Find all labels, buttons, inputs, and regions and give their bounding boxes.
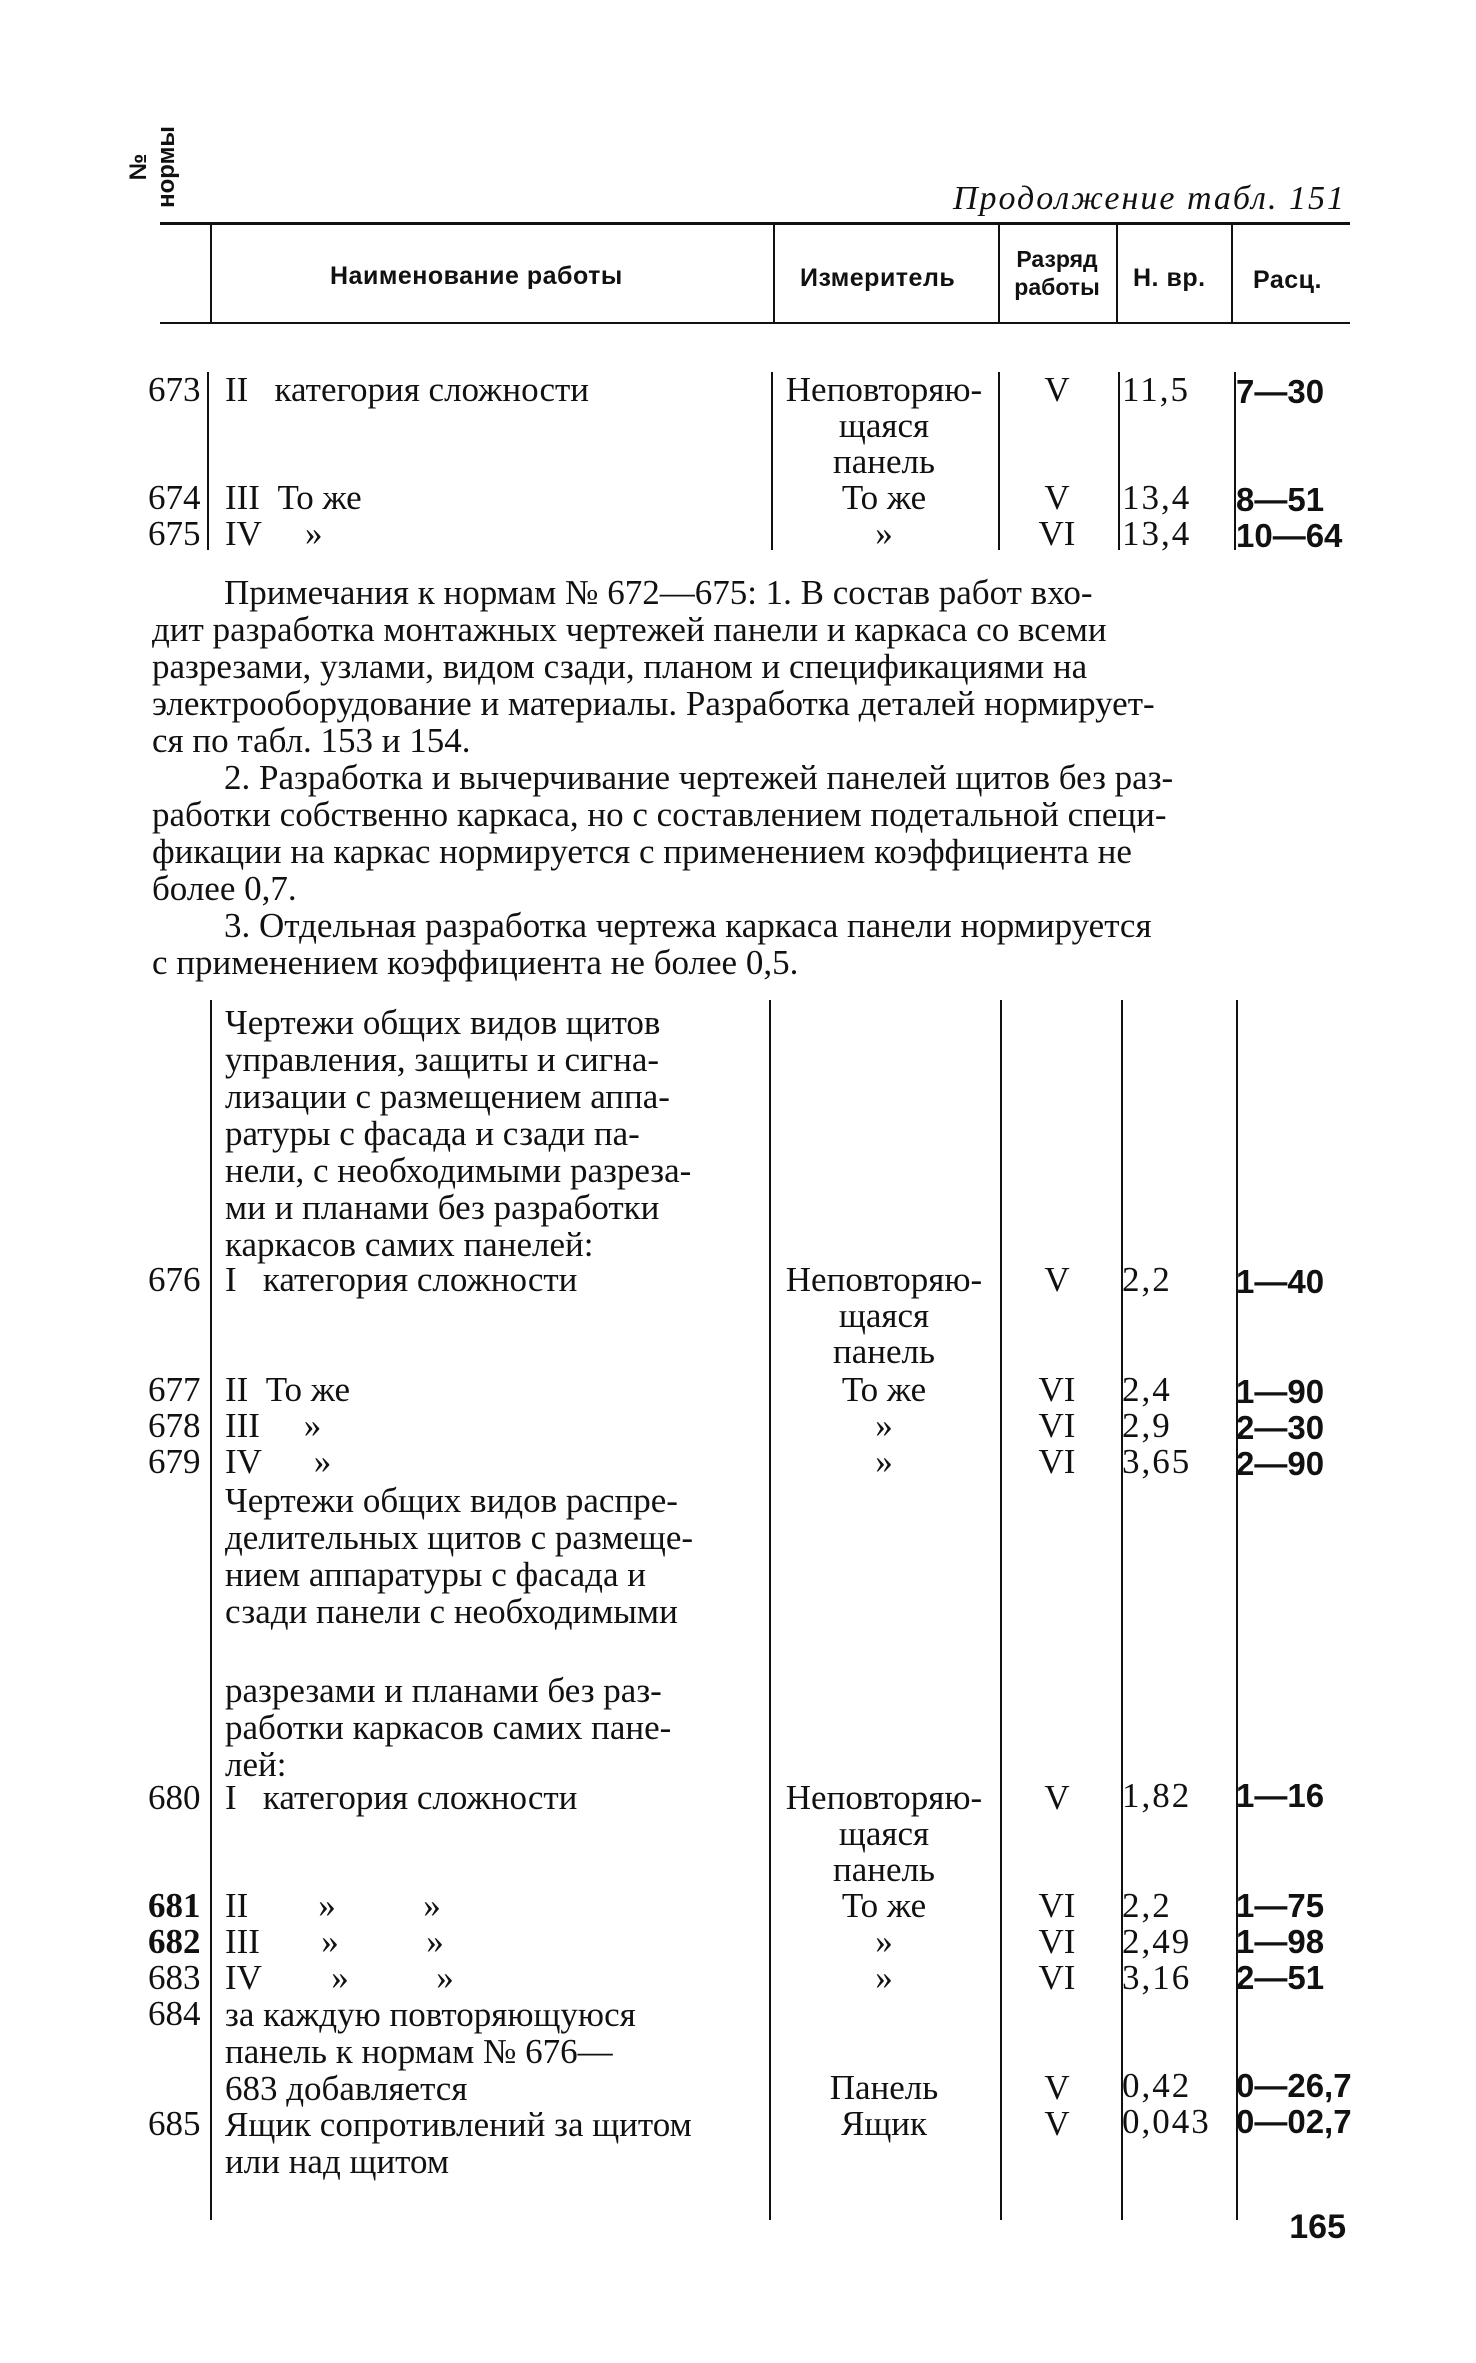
header-grade-l2: работы [1014,274,1100,300]
header-no: № нормы [125,126,180,208]
lower-line-1 [210,1000,212,2220]
body-line-3 [998,372,1000,550]
row-674-no: 674 [148,478,201,517]
row-678-time: 2,9 [1122,1406,1172,1445]
row-685-no: 685 [148,2104,201,2143]
row-685-name-l1: Ящик сопротивлений за щитом [225,2105,692,2144]
lower-line-3 [1000,1000,1002,2220]
row-679-time: 3,65 [1122,1442,1192,1481]
row-673-measure-l3: панель [833,442,935,481]
row-679-name: IV » [225,1442,332,1481]
row-681-no: 681 [148,1886,201,1925]
row-676-name: I категория сложности [225,1260,578,1299]
lower-line-5 [1236,1000,1238,2220]
row-680-measure-l2: щаяся [838,1814,930,1853]
block-2-line-5: разрезами и планами без раз- [225,1671,662,1710]
row-684-name-l2: панель к нормам № 676— [225,2032,613,2071]
row-685-measure: Ящик [840,2104,928,2143]
col-divider-3 [998,222,1000,322]
row-682-no: 682 [148,1922,201,1961]
note-2-line-1: 2. Разработка и вычерчивание чертежей панелей щитов без раз- [224,758,1174,797]
row-679-measure: » [875,1442,893,1481]
row-683-time: 3,16 [1122,1958,1192,1997]
body-line-4 [1118,372,1120,550]
note-1-line-1: Примечания к нормам № 672—675: 1. В состав работ вхо- [224,573,1093,612]
block-1-line-1: Чертежи общих видов щитов [225,1003,661,1042]
row-680-time: 1,82 [1122,1776,1192,1815]
row-684-no: 684 [148,1994,201,2033]
continuation-title: Продолжение табл. 151 [952,180,1346,217]
header-measure: Измеритель [800,264,956,292]
row-673-rate: 7—30 [1236,373,1325,410]
row-681-rate: 1—75 [1236,1887,1325,1924]
row-674-time: 13,4 [1122,478,1192,517]
row-683-rate: 2—51 [1236,1959,1325,1996]
row-678-rate: 2—30 [1236,1409,1325,1446]
row-684-grade: V [1044,2068,1070,2107]
row-681-time: 2,2 [1122,1886,1172,1925]
block-1-line-7: каркасов самих панелей: [225,1225,594,1264]
row-677-no: 677 [148,1370,201,1409]
block-2-line-1: Чертежи общих видов распре- [225,1481,678,1520]
row-684-rate: 0—26,7 [1236,2067,1352,2104]
header-bottom-rule [160,322,1350,324]
header-grade [1002,245,1112,301]
row-673-grade: V [1044,370,1070,409]
block-1-line-6: ми и планами без разработки [225,1188,660,1227]
row-676-no: 676 [148,1260,201,1299]
block-1-line-5: нели, с необходимыми разреза- [225,1151,692,1190]
row-676-measure-l2: щаяся [838,1296,930,1335]
notes-block [152,574,1347,611]
note-1-line-4: электрооборудование и материалы. Разработка деталей нормирует- [152,684,1155,723]
row-681-name: II » » [225,1886,441,1925]
row-673-name: II категория сложности [225,370,590,409]
row-674-name: III То же [225,478,362,517]
row-685-grade: V [1044,2104,1070,2143]
row-683-grade: VI [1038,1958,1076,1997]
row-683-name: IV » » [225,1958,454,1997]
col-divider-2 [773,222,775,322]
row-679-grade: VI [1038,1442,1076,1481]
block-1-line-4: ратуры с фасада и сзади па- [225,1114,640,1153]
row-678-measure: » [875,1406,893,1445]
row-675-time: 13,4 [1122,514,1192,553]
note-2-line-4: более 0,7. [152,869,297,908]
block-1-line-2: управления, защиты и сигна- [225,1040,660,1079]
row-675-measure: » [875,514,893,553]
row-680-measure-l1: Неповторяю- [785,1778,983,1817]
header-rate: Расц. [1253,266,1322,294]
row-674-grade: V [1044,478,1070,517]
note-2-line-3: фикации на каркас нормируется с применением коэффициента не [152,832,1132,871]
row-677-measure: То же [841,1370,927,1409]
row-684-name-l1: за каждую повторяющуюся [225,1995,636,2034]
row-677-time: 2,4 [1122,1370,1172,1409]
row-682-rate: 1—98 [1236,1923,1325,1960]
row-677-rate: 1—90 [1236,1373,1325,1410]
note-3-line-2: с применением коэффициента не более 0,5. [152,943,799,982]
row-684-measure: Панель [829,2068,939,2107]
row-677-grade: VI [1038,1370,1076,1409]
body-line-1 [207,372,209,550]
body-line-2 [771,372,773,550]
row-681-grade: VI [1038,1886,1076,1925]
row-676-measure-l1: Неповторяю- [785,1260,983,1299]
row-678-name: III » [225,1406,322,1445]
row-676-grade: V [1044,1260,1070,1299]
block-2-line-2: делительных щитов с размеще- [225,1518,694,1557]
note-2-line-2: работки собственно каркаса, но с составлением подетальной специ- [152,795,1167,834]
row-680-no: 680 [148,1778,201,1817]
row-675-rate: 10—64 [1236,517,1343,554]
row-674-rate: 8—51 [1236,481,1325,518]
row-680-rate: 1—16 [1236,1777,1325,1814]
row-679-rate: 2—90 [1236,1445,1325,1482]
row-676-measure-l3: панель [833,1332,935,1371]
row-674-measure: То же [841,478,927,517]
page-number: 165 [1289,2208,1346,2246]
note-1-line-2: дит разработка монтажных чертежей панели и каркаса со всеми [152,610,1107,649]
row-673-time: 11,5 [1122,370,1190,409]
header-name: Наименование работы [330,262,623,290]
row-682-measure: » [875,1922,893,1961]
row-678-no: 678 [148,1406,201,1445]
header-top-rule [160,222,1350,225]
block-1-line-3: лизации с размещением аппа- [225,1077,670,1116]
row-681-measure: То же [841,1886,927,1925]
header-time: Н. вр. [1133,264,1206,292]
row-682-grade: VI [1038,1922,1076,1961]
row-680-name: I категория сложности [225,1778,578,1817]
row-685-time: 0,043 [1122,2102,1211,2141]
row-685-rate: 0—02,7 [1236,2103,1352,2140]
row-673-measure-l2: щаяся [838,406,930,445]
row-683-measure: » [875,1958,893,1997]
note-3-line-1: 3. Отдельная разработка чертежа каркаса панели нормируется [224,906,1152,945]
col-divider-4 [1116,222,1118,322]
row-673-no: 673 [148,370,201,409]
lower-line-4 [1121,1000,1123,2220]
row-678-grade: VI [1038,1406,1076,1445]
row-682-time: 2,49 [1122,1922,1192,1961]
row-682-name: III » » [225,1922,444,1961]
col-divider-5 [1231,222,1233,322]
col-divider-1 [210,222,212,322]
row-685-name-l2: или над щитом [225,2142,449,2181]
row-680-measure-l3: панель [833,1850,935,1889]
row-677-name: II То же [225,1370,351,1409]
block-2-line-3: нием аппаратуры с фасада и [225,1555,647,1594]
row-675-no: 675 [148,514,201,553]
row-676-rate: 1—40 [1236,1263,1325,1300]
row-684-name-l3: 683 добавляется [225,2069,468,2108]
row-675-name: IV » [225,514,323,553]
note-1-line-5: ся по табл. 153 и 154. [152,721,471,760]
block-2-line-4: сзади панели с необходимыми [225,1592,678,1631]
lower-line-2 [769,1000,771,2220]
row-683-no: 683 [148,1958,201,1997]
row-684-time: 0,42 [1122,2066,1192,2105]
note-1-line-3: разрезами, узлами, видом сзади, планом и спецификациями на [152,647,1088,686]
block-2-line-6: работки каркасов самих пане- [225,1708,672,1747]
row-673-measure-l1: Неповторяю- [785,370,983,409]
row-680-grade: V [1044,1778,1070,1817]
block-2-line-7: лей: [225,1745,287,1784]
row-676-time: 2,2 [1122,1260,1172,1299]
row-679-no: 679 [148,1442,201,1481]
header-grade-l1: Разряд [1016,246,1098,272]
row-675-grade: VI [1038,514,1076,553]
